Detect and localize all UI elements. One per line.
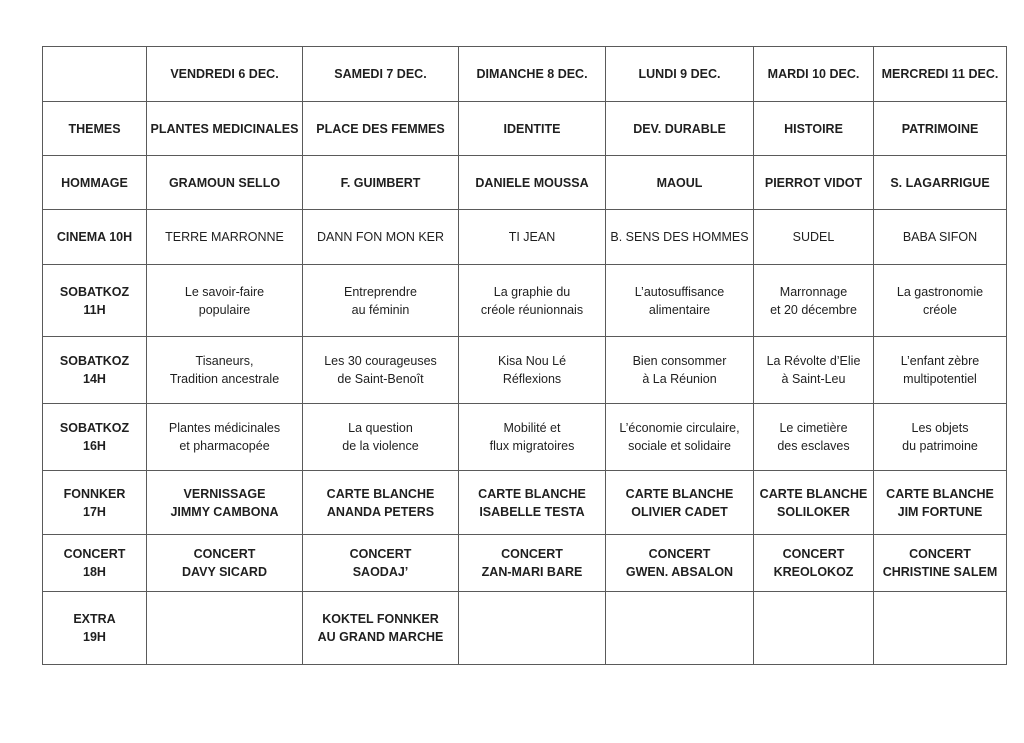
schedule-cell [754, 337, 874, 404]
cell-text-line: PIERROT VIDOT [764, 175, 863, 190]
schedule-cell [147, 265, 303, 337]
cell-text-line: CARTE BLANCHE [625, 486, 734, 501]
day-header: MARDI 10 DEC. [754, 47, 874, 102]
cell-text-line: CONCERT [648, 547, 711, 561]
cell-text-line: GRAMOUN SELLO [168, 175, 281, 190]
cell-text-line: CHRISTINE SALEM [882, 565, 998, 579]
day-header: DIMANCHE 8 DEC. [459, 47, 606, 102]
cell-text-line: Les 30 courageuses [324, 354, 437, 368]
cell-text-line: CONCERT [349, 547, 412, 561]
schedule-table [42, 46, 1007, 665]
schedule-cell [147, 210, 303, 265]
cell-text-line: TI JEAN [508, 230, 556, 244]
cell-text-line: HISTOIRE [784, 121, 843, 136]
cell-text-line: flux migratoires [489, 439, 575, 453]
schedule-cell [754, 156, 874, 210]
row-label-line: 19H [83, 630, 106, 644]
cell-text-line: PATRIMOINE [901, 121, 979, 136]
cell-text-line: et 20 décembre [770, 302, 857, 317]
schedule-cell [303, 592, 459, 665]
schedule-row [43, 210, 1007, 265]
schedule-cell [754, 102, 874, 156]
row-label-line: HOMMAGE [61, 175, 128, 190]
schedule-cell [606, 592, 754, 665]
cell-text-line: BABA SIFON [902, 230, 978, 244]
schedule-cell [303, 471, 459, 535]
row-label [43, 265, 147, 337]
cell-text-line: ZAN-MARI BARE [481, 565, 583, 579]
row-label-line: FONNKER [63, 486, 126, 501]
cell-text-line: La gastronomie [896, 284, 984, 299]
cell-text-line: L’autosuffisance [634, 284, 725, 299]
cell-text-line: CONCERT [782, 547, 845, 561]
cell-text-line: KOKTEL FONNKER [322, 612, 439, 626]
cell-text-line: Plantes médicinales [168, 421, 281, 435]
corner-cell [43, 47, 147, 102]
schedule-cell [754, 265, 874, 337]
schedule-row [43, 471, 1007, 535]
cell-text-line: de la violence [342, 439, 419, 453]
schedule-row [43, 337, 1007, 404]
schedule-cell [459, 210, 606, 265]
cell-text-line: PLANTES MEDICINALES [150, 121, 299, 136]
cell-text-line: La graphie du [493, 284, 571, 299]
schedule-cell [606, 265, 754, 337]
cell-text-line: de Saint-Benoît [337, 372, 424, 386]
cell-text-line: multipotentiel [903, 372, 977, 386]
cell-text-line: créole [922, 302, 958, 317]
row-label-line: SOBATKOZ [59, 354, 130, 368]
day-header: SAMEDI 7 DEC. [303, 47, 459, 102]
schedule-cell [874, 535, 1007, 592]
schedule-cell [303, 210, 459, 265]
schedule-cell [874, 592, 1007, 665]
cell-text-line: MAOUL [656, 175, 703, 190]
schedule-cell [874, 102, 1007, 156]
day-header: MERCREDI 11 DEC. [874, 47, 1007, 102]
row-label [43, 210, 147, 265]
cell-text-line: Bien consommer [632, 354, 727, 368]
cell-text-line: Mobilité et [503, 421, 561, 435]
schedule-cell [147, 102, 303, 156]
cell-text-line: Entreprendre [344, 284, 417, 299]
row-label [43, 337, 147, 404]
schedule-cell [754, 471, 874, 535]
cell-text-line: SAODAJ’ [352, 565, 409, 579]
cell-text-line: créole réunionnais [480, 302, 584, 317]
cell-text-line: sociale et solidaire [628, 439, 731, 453]
schedule-cell [606, 337, 754, 404]
row-label [43, 592, 147, 665]
schedule-cell [147, 337, 303, 404]
schedule-cell [874, 210, 1007, 265]
cell-text-line: PLACE DES FEMMES [316, 121, 445, 136]
row-label [43, 404, 147, 471]
cell-text-line: SUDEL [792, 230, 835, 244]
schedule-cell [303, 404, 459, 471]
schedule-cell [606, 404, 754, 471]
schedule-cell [147, 535, 303, 592]
cell-text-line: IDENTITE [503, 121, 561, 136]
cell-text-line: L’économie circulaire, [619, 421, 740, 435]
cell-text-line: alimentaire [648, 302, 711, 317]
schedule-cell [606, 535, 754, 592]
schedule-cell [459, 102, 606, 156]
schedule-cell [303, 535, 459, 592]
schedule-cell [459, 265, 606, 337]
schedule-row [43, 156, 1007, 210]
schedule-cell [606, 210, 754, 265]
cell-text-line: SOLILOKER [777, 504, 850, 519]
schedule-cell [459, 404, 606, 471]
cell-text-line: Le savoir-faire [184, 284, 265, 299]
cell-text-line: à Saint-Leu [781, 372, 846, 386]
cell-text-line: CARTE BLANCHE [759, 486, 868, 501]
schedule-cell [147, 404, 303, 471]
schedule-cell [459, 471, 606, 535]
schedule-cell [754, 592, 874, 665]
cell-text-line: F. GUIMBERT [340, 175, 421, 190]
cell-text-line: Marronnage [779, 284, 848, 299]
row-label-line: THEMES [68, 121, 121, 136]
schedule-row [43, 592, 1007, 665]
schedule-cell [147, 471, 303, 535]
cell-text-line: AU GRAND MARCHE [317, 630, 444, 644]
cell-text-line: CONCERT [909, 547, 971, 561]
row-label-line: 14H [83, 372, 106, 386]
cell-text-line: KREOLOKOZ [773, 565, 854, 579]
cell-text-line: S. LAGARRIGUE [890, 175, 990, 190]
row-label-line: 16H [83, 439, 106, 453]
day-header: VENDREDI 6 DEC. [147, 47, 303, 102]
cell-text-line: Tradition ancestrale [169, 372, 280, 386]
schedule-cell [754, 210, 874, 265]
cell-text-line: et pharmacopée [179, 439, 270, 453]
cell-text-line: VERNISSAGE [183, 486, 266, 501]
cell-text-line: Les objets [911, 421, 969, 435]
row-label [43, 471, 147, 535]
cell-text-line: Le cimetière [779, 421, 848, 435]
row-label [43, 102, 147, 156]
schedule-cell [459, 592, 606, 665]
cell-text-line: TERRE MARRONNE [165, 230, 284, 244]
row-label [43, 156, 147, 210]
cell-text-line: JIMMY CAMBONA [170, 504, 279, 519]
cell-text-line: Réflexions [502, 372, 562, 386]
schedule-cell [606, 471, 754, 535]
schedule-cell [874, 337, 1007, 404]
header-row [43, 47, 1007, 102]
schedule-cell [303, 102, 459, 156]
schedule-cell [147, 592, 303, 665]
row-label-line: 18H [83, 565, 106, 579]
cell-text-line: OLIVIER CADET [631, 504, 728, 519]
cell-text-line: La question [348, 421, 413, 435]
schedule-row [43, 404, 1007, 471]
cell-text-line: Kisa Nou Lé [497, 354, 567, 368]
cell-text-line: B. SENS DES HOMMES [610, 230, 749, 244]
cell-text-line: DEV. DURABLE [633, 121, 726, 136]
schedule-cell [606, 102, 754, 156]
schedule-cell [459, 535, 606, 592]
cell-text-line: CARTE BLANCHE [326, 486, 435, 501]
row-label-line: 11H [83, 302, 106, 317]
row-label-line: SOBATKOZ [59, 284, 130, 299]
row-label-line: SOBATKOZ [59, 421, 130, 435]
schedule-cell [874, 156, 1007, 210]
schedule-cell [459, 156, 606, 210]
cell-text-line: ANANDA PETERS [326, 504, 435, 519]
cell-text-line: DANIELE MOUSSA [475, 175, 589, 190]
schedule-cell [303, 265, 459, 337]
schedule-cell [303, 156, 459, 210]
schedule-cell [874, 265, 1007, 337]
cell-text-line: DAVY SICARD [182, 565, 267, 579]
row-label-line: CONCERT [63, 547, 126, 561]
schedule-cell [754, 535, 874, 592]
day-header: LUNDI 9 DEC. [606, 47, 754, 102]
cell-text-line: CARTE BLANCHE [886, 486, 994, 501]
schedule-cell [874, 471, 1007, 535]
cell-text-line: CARTE BLANCHE [478, 486, 586, 501]
schedule-cell [874, 404, 1007, 471]
schedule-row [43, 535, 1007, 592]
cell-text-line: L’enfant zèbre [900, 354, 980, 368]
cell-text-line: La Révolte d’Elie [766, 354, 861, 368]
schedule-cell [606, 156, 754, 210]
cell-text-line: des esclaves [777, 439, 850, 453]
cell-text-line: au féminin [351, 302, 410, 317]
row-label-line: 17H [83, 504, 106, 519]
schedule-cell [754, 404, 874, 471]
schedule-cell [459, 337, 606, 404]
row-label-line: EXTRA [73, 612, 116, 626]
row-label [43, 535, 147, 592]
row-label-line: CINEMA 10H [56, 230, 133, 244]
cell-text-line: CONCERT [501, 547, 563, 561]
cell-text-line: DANN FON MON KER [316, 230, 445, 244]
cell-text-line: ISABELLE TESTA [479, 504, 585, 519]
schedule-cell [303, 337, 459, 404]
cell-text-line: GWEN. ABSALON [625, 565, 734, 579]
schedule-row [43, 102, 1007, 156]
schedule-row [43, 265, 1007, 337]
schedule-cell [147, 156, 303, 210]
cell-text-line: Tisaneurs, [195, 354, 254, 368]
cell-text-line: populaire [198, 302, 251, 317]
cell-text-line: CONCERT [193, 547, 256, 561]
cell-text-line: JIM FORTUNE [897, 504, 983, 519]
cell-text-line: du patrimoine [902, 439, 978, 453]
cell-text-line: à La Réunion [642, 372, 717, 386]
